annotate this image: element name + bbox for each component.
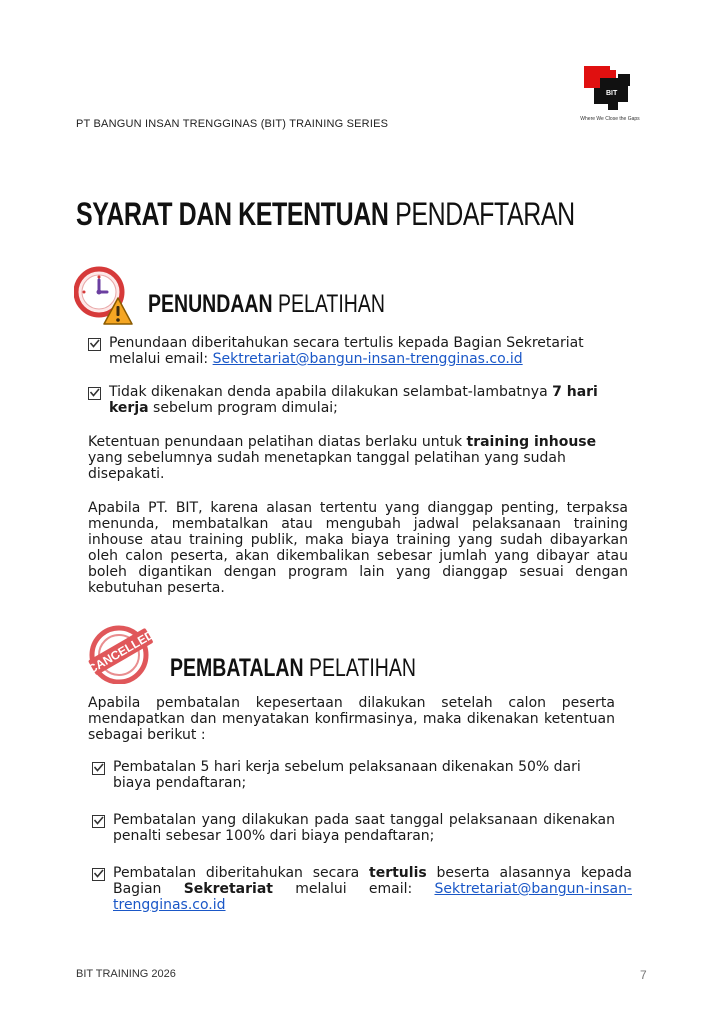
section-title-bold: PENUNDAAN bbox=[148, 290, 273, 318]
list-item-text: beserta alasannya kepada Bagian bbox=[113, 865, 632, 897]
list-item bbox=[92, 865, 632, 913]
list-item-text: Penundaan diberitahukan secara tertulis kepada Bagian Sekretariat melalui email: bbox=[109, 335, 584, 367]
list-item bbox=[88, 335, 628, 367]
section-title-light: PELATIHAN bbox=[309, 654, 416, 682]
list-item-text: Pembatalan yang dilakukan pada saat tanggal pelaksanaan dikenakan penalti sebesar 100% dari biaya pendaftaran; bbox=[113, 812, 615, 844]
list-item-text: Tidak dikenakan denda apabila dilakukan selambat-lambatnya bbox=[109, 384, 553, 400]
page-title bbox=[76, 196, 575, 233]
list-item-text: Pembatalan 5 hari kerja sebelum pelaksanaan dikenakan 50% dari biaya pendaftaran; bbox=[113, 759, 581, 791]
paragraph-bold: training inhouse bbox=[466, 434, 597, 450]
list-item bbox=[92, 812, 615, 844]
checkbox-icon bbox=[88, 387, 101, 400]
checkbox-icon bbox=[92, 815, 105, 828]
checkbox-icon bbox=[92, 762, 105, 775]
paragraph-cancellation-intro: Apabila pembatalan kepesertaan dilakukan setelah calon peserta mendapatkan dan menyatakan konfirmasinya, maka dikenakan ketentuan sebagai berikut : bbox=[88, 695, 615, 743]
page-number: 7 bbox=[640, 968, 647, 982]
paragraph-text: yang sebelumnya sudah menetapkan tanggal pelatihan yang sudah disepakati. bbox=[88, 450, 566, 482]
page-title-bold: SYARAT DAN KETENTUAN bbox=[76, 196, 389, 232]
section-title-cancellation bbox=[170, 654, 416, 683]
list-item bbox=[88, 384, 628, 416]
list-item-text: sebelum program dimulai; bbox=[148, 400, 338, 416]
page-title-light: PENDAFTARAN bbox=[395, 196, 575, 232]
section-title-postponement bbox=[148, 290, 385, 319]
checkbox-icon bbox=[88, 338, 101, 351]
header-series-title: PT BANGUN INSAN TRENGGINAS (BIT) TRAINING SERIES bbox=[76, 118, 389, 130]
list-item-text: melalui email: bbox=[272, 881, 435, 897]
paragraph-refund: Apabila PT. BIT, karena alasan tertentu yang dianggap penting, terpaksa menunda, membatalkan atau mengubah jadwal pelaksanaan training inhouse atau training publik, maka biaya training yang sudah dibayarkan oleh calon peserta, akan dikembalikan sebesar jumlah yang dibayar atau boleh digantikan dengan program lain yang dianggap sesuai dengan kebutuhan peserta. bbox=[88, 500, 628, 596]
checkbox-icon bbox=[92, 868, 105, 881]
paragraph-text: Ketentuan penundaan pelatihan diatas berlaku untuk bbox=[88, 434, 467, 450]
logo-tagline: Where We Close the Gaps bbox=[580, 116, 640, 122]
list-item-text: Pembatalan diberitahukan secara bbox=[113, 865, 370, 881]
clock-warning-icon bbox=[74, 264, 134, 328]
list-item-bold: Sekretariat bbox=[183, 881, 273, 897]
list-item bbox=[92, 759, 615, 791]
cancelled-stamp-icon bbox=[86, 622, 156, 684]
email-link[interactable]: Sektretariat@bangun-insan-trengginas.co.id bbox=[113, 881, 632, 913]
stamp-text: CANCELLED bbox=[86, 627, 156, 677]
email-link[interactable]: Sektretariat@bangun-insan-trengginas.co.id bbox=[212, 351, 523, 367]
footer-text: BIT TRAINING 2026 bbox=[76, 968, 176, 980]
section-title-light: PELATIHAN bbox=[278, 290, 385, 318]
logo-text: BIT bbox=[606, 90, 618, 97]
list-item-bold: tertulis bbox=[369, 865, 427, 881]
paragraph-inhouse bbox=[88, 434, 628, 482]
bit-logo bbox=[578, 62, 648, 118]
list-item-bold: 7 hari kerja bbox=[109, 384, 598, 416]
section-title-bold: PEMBATALAN bbox=[170, 654, 304, 682]
